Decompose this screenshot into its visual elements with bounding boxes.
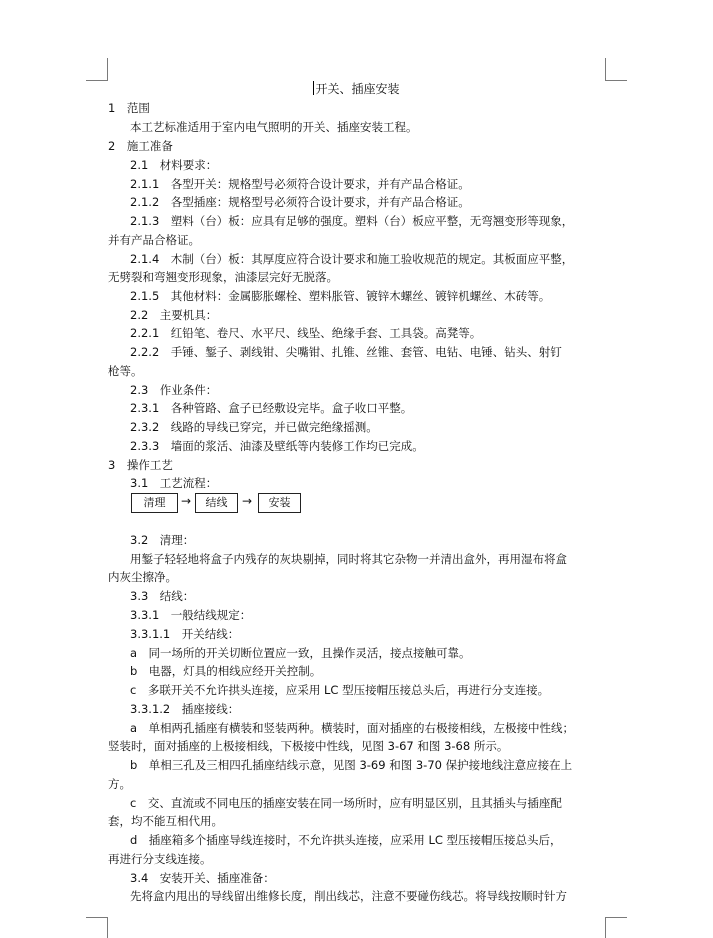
paragraph-line: 内灰尘擦净。 xyxy=(108,570,177,584)
paragraph-line: 2.1.3 塑料（台）板：应具有足够的强度。塑料（台）板应平整，无弯翘变形等现象， xyxy=(130,214,574,228)
subheading-3-1: 3.1 工艺流程： xyxy=(130,476,218,490)
document-title-text: 开关、插座安装 xyxy=(315,82,400,96)
paragraph-line: 2.1.1 各型开关：规格型号必须符合设计要求，并有产品合格证。 xyxy=(130,177,470,191)
subheading-2-3: 2.3 作业条件： xyxy=(130,383,218,397)
subheading-3-3: 3.3 结线： xyxy=(130,589,195,603)
heading-2: 2 施工准备 xyxy=(108,139,173,153)
crop-mark-bottom-left-h xyxy=(86,917,108,918)
paragraph-line: 先将盒内甩出的导线留出维修长度，削出线芯，注意不要碰伤线芯。将导线按顺时针方 xyxy=(130,889,567,903)
paragraph-line: 枪等。 xyxy=(108,364,143,378)
paragraph-line: 方。 xyxy=(108,777,131,791)
paragraph-line: 并有产品合格证。 xyxy=(108,233,200,247)
document-title[interactable] xyxy=(0,80,713,97)
paragraph-line: 2.3.3 墙面的浆活、油漆及壁纸等内装修工作均已完成。 xyxy=(130,439,424,453)
list-item: c 多联开关不允许拱头连接，应采用 LC 型压接帽压接总头后，再进行分支连接。 xyxy=(130,683,550,697)
list-item: a 单相两孔插座有横装和竖装两种。横装时，面对插座的右极接相线，左极接中性线； xyxy=(130,721,575,735)
crop-mark-top-left-v xyxy=(107,58,108,80)
crop-mark-bottom-right-v xyxy=(605,917,606,938)
subheading-3-3-1-2: 3.3.1.2 插座接线： xyxy=(130,702,240,716)
paragraph-line: 2.3.2 线路的导线已穿完，并已做完绝缘摇测。 xyxy=(130,420,378,434)
crop-mark-top-right-v xyxy=(605,58,606,80)
crop-mark-bottom-left-v xyxy=(107,917,108,938)
heading-1: 1 范围 xyxy=(108,101,150,115)
flow-arrow-icon: → xyxy=(242,494,253,508)
flow-step-clean: 清理 xyxy=(131,493,178,513)
subheading-3-3-1-1: 3.3.1.1 开关结线： xyxy=(130,627,240,641)
list-item: b 单相三孔及三相四孔插座结线示意，见图 3-69 和图 3-70 保护接地线注意应接在上 xyxy=(130,758,573,772)
list-item: b 电器，灯具的相线应经开关控制。 xyxy=(130,664,322,678)
paragraph-line: 2.3.1 各种管路、盒子已经敷设完毕。盒子收口平整。 xyxy=(130,401,413,415)
subheading-2-2: 2.2 主要机具： xyxy=(130,308,218,322)
list-item: a 同一场所的开关切断位置应一致，且操作灵活，接点接触可靠。 xyxy=(130,646,471,660)
paragraph-line: 无劈裂和弯翘变形现象，油漆层完好无脱落。 xyxy=(108,270,338,284)
paragraph-line: 2.1.4 木制（台）板：其厚度应符合设计要求和施工验收规范的规定。其板面应平整， xyxy=(130,252,574,266)
subheading-2-1: 2.1 材料要求： xyxy=(130,158,218,172)
flow-step-wiring: 结线 xyxy=(195,493,238,513)
list-item: d 插座箱多个插座导线连接时，不允许拱头连接，应采用 LC 型压接帽压接总头后， xyxy=(130,833,562,847)
paragraph-line: 再进行分支线连接。 xyxy=(108,852,212,866)
paragraph-line: 2.2.1 红铅笔、卷尺、水平尺、线坠、绝缘手套、工具袋。高凳等。 xyxy=(130,326,482,340)
flow-step-install: 安装 xyxy=(258,493,301,513)
paragraph-line: 竖装时，面对插座的上极接相线，下极接中性线，见图 3-67 和图 3-68 所示。 xyxy=(108,739,509,753)
paragraph-line: 套，均不能互相代用。 xyxy=(108,814,223,828)
paragraph-line: 2.1.2 各型插座：规格型号必须符合设计要求，并有产品合格证。 xyxy=(130,195,470,209)
paragraph-line: 本工艺标准适用于室内电气照明的开关、插座安装工程。 xyxy=(130,120,418,134)
paragraph-line: 2.1.5 其他材料：金属膨胀螺栓、塑料胀管、镀锌木螺丝、镀锌机螺丝、木砖等。 xyxy=(130,289,551,303)
list-item: c 交、直流或不同电压的插座安装在同一场所时，应有明显区别，且其插头与插座配 xyxy=(130,796,562,810)
subheading-3-2: 3.2 清理： xyxy=(130,533,195,547)
crop-mark-bottom-right-h xyxy=(605,917,627,918)
paragraph-line: 用錾子轻轻地将盒子内残存的灰块剔掉，同时将其它杂物一并清出盒外，再用湿布将盒 xyxy=(130,552,567,566)
paragraph-line: 2.2.2 手锤、錾子、剥线钳、尖嘴钳、扎锥、丝锥、套管、电钻、电锤、钻头、射钉 xyxy=(130,345,562,359)
subheading-3-3-1: 3.3.1 一般结线规定： xyxy=(130,608,252,622)
heading-3: 3 操作工艺 xyxy=(108,458,173,472)
subheading-3-4: 3.4 安装开关、插座准备： xyxy=(130,871,275,885)
flow-arrow-icon: → xyxy=(181,494,192,508)
